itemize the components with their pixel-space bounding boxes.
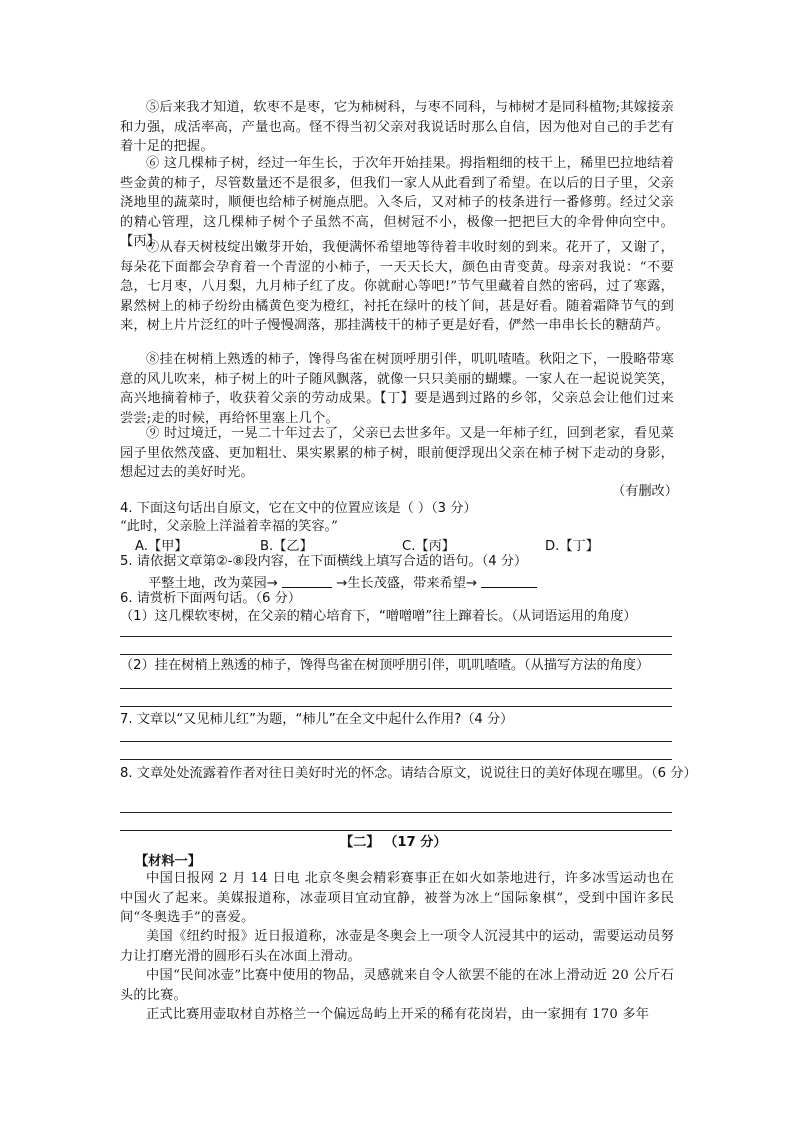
question-7-stem: 7. 文章以“又见柿儿红”为题，“柿儿”在全文中起什么作用?（4 分）: [120, 712, 514, 727]
question-4-quote: “此时，父亲脸上洋溢着幸福的笑容。”: [120, 519, 338, 534]
option-d: D.【丁】: [545, 539, 599, 554]
answer-blank-1[interactable]: [282, 575, 332, 588]
answer-line[interactable]: [120, 636, 672, 637]
material-1-para-1: 中国日报网 2 月 14 日电 北京冬奥会精彩赛事正在如火如荼地进行，许多冰雪运动也在中国火了起来。美媒报道称，冰壶项目宜动宜静，被誉为冰上“国际象棋”，受到中国许多民间“冬奥选手”的喜爱。: [120, 871, 674, 925]
chain-start: 平整土地，改为菜园→: [148, 576, 278, 591]
question-5-stem: 5. 请依据文章第②-⑧段内容，在下面横线上填写合适的语句。（4 分）: [120, 554, 528, 569]
option-c: C.【丙】: [402, 539, 455, 554]
revision-note: （有删改）: [612, 484, 678, 499]
question-8-stem: 8. 文章处处流露着作者对往日美好时光的怀念。请结合原文，说说往日的美好体现在哪里。（6 分）: [120, 766, 697, 781]
material-1-para-2: 美国《纽约时报》近日报道称，冰壶是冬奥会上一项令人沉浸其中的运动，需要运动员努力让打磨光滑的圆形石头在冰面上滑动。: [120, 929, 674, 964]
question-6-item-2: （2）挂在树梢上熟透的柿子，馋得鸟雀在树顶呼朋引伴，叽叽喳喳。（从描写方法的角度）: [120, 658, 650, 673]
answer-line[interactable]: [120, 759, 672, 760]
option-b: B.【乙】: [260, 539, 313, 554]
answer-line[interactable]: [120, 688, 672, 689]
question-5-chain: [148, 572, 537, 591]
material-1-para-4: 正式比赛用壶取材自苏格兰一个偏远岛屿上开采的稀有花岗岩，由一家拥有 170 多年: [146, 1007, 650, 1022]
material-1-label: 【材料一】: [135, 854, 201, 869]
question-6-item-1: （1）这几棵软枣树，在父亲的精心培育下，“噌噌噌”往上蹿着长。（从词语运用的角度）: [120, 609, 637, 624]
question-6-stem: 6. 请赏析下面两句话。（6 分）: [120, 591, 302, 606]
answer-line[interactable]: [120, 812, 672, 813]
paragraph-9: ⑨ 时过境迁，一晃二十年过去了，父亲已去世多年。又是一年柿子红，回到老家，看见菜园子里依然茂盛、更加粗壮、果实累累的柿子树，眼前便浮现出父亲在柿子树下走动的身影，想起过去的美好时光。: [120, 426, 674, 480]
paragraph-8: ⑧挂在树梢上熟透的柿子，馋得鸟雀在树顶呼朋引伴，叽叽喳喳。秋阳之下，一股略带寒意的风儿吹来，柿子树上的叶子随风飘落，就像一只只美丽的蝴蝶。一家人在一起说说笑笑，高兴地摘着柿子，收获着父亲的劳动成果。【丁】要是遇到过路的乡邻，父亲总会让他们过来尝尝;走的时候，再给怀里塞上几个。: [120, 352, 674, 426]
option-a: A.【甲】: [135, 539, 188, 554]
paragraph-5: ⑤后来我才知道，软枣不是枣，它为柿树科，与枣不同科，与柿树才是同科植物;其嫁接亲和力强，成活率高，产量也高。怪不得当初父亲对我说话时那么自信，因为他对自己的手艺有着十足的把握。: [120, 100, 674, 154]
chain-middle: →生长茂盛，带来希望→: [336, 576, 477, 591]
section-2-heading: 【二】 （17 分）: [340, 835, 447, 850]
paragraph-6: ⑥ 这几棵柿子树，经过一年生长，于次年开始挂果。拇指粗细的枝干上，稀里巴拉地结着些金黄的柿子，尽管数量还不是很多，但我们一家人从此看到了希望。在以后的日子里，父亲浇地里的蔬菜时，顺便也给柿子树施点肥。入冬后，又对柿子的枝条进行一番修剪。经过父亲的精心管理，这几棵柿子树个子虽然不高，但树冠不小，极像一把把巨大的伞骨伸向空中。 【丙】: [120, 156, 674, 249]
answer-blank-2[interactable]: [481, 575, 537, 588]
material-1-para-3: 中国“民间冰壶”比赛中使用的物品，灵感就来自令人欲罢不能的在冰上滑动近 20 公斤石头的比赛。: [120, 968, 674, 1003]
answer-line[interactable]: [120, 706, 672, 707]
question-4-stem: 4. 下面这句话出自原文，它在文中的位置应该是（ ）（3 分）: [120, 501, 477, 516]
paragraph-7: ⑦从春天树枝绽出嫩芽开始，我便满怀希望地等待着丰收时刻的到来。花开了，又谢了，每朵花下面都会孕育着一个青涩的小柿子，一天天长大，颜色由青变黄。母亲对我说：“不要急，七月枣，八月梨，九月柿子红了皮。你就耐心等吧!”节气里藏着自然的密码，过了寒露，累然树上的柿子纷纷由橘黄色变为橙红，衬托在绿叶的枝丫间，甚是好看。随着霜降节气的到来，树上片片泛红的叶子慢慢凋落，那挂满枝干的柿子更是好看，俨然一串串长长的糖葫芦。: [120, 240, 674, 333]
answer-line[interactable]: [120, 654, 672, 655]
answer-line[interactable]: [120, 741, 672, 742]
